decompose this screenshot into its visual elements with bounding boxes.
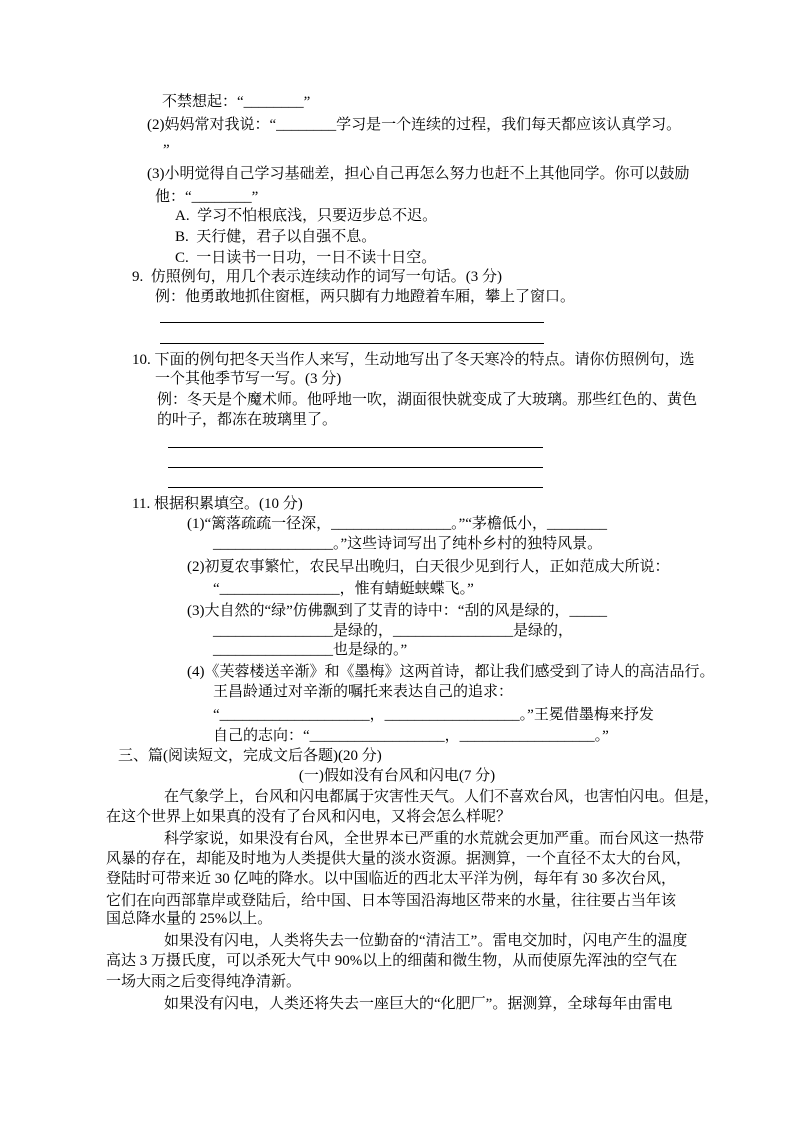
q11-prompt: 11. 根据积累填空。(10 分) — [132, 496, 303, 512]
q8-option-a: A. 学习不怕根底浅，只要迈步总不迟。 — [175, 208, 438, 224]
q10-example-line1: 例：冬天是个魔术师。他呼地一吹，湖面很快就变成了大玻璃。那些红色的、黄色 — [157, 392, 698, 408]
q9-example: 例：他勇敢地抓住窗框，两只脚有力地蹬着车厢，攀上了窗口。 — [155, 289, 576, 305]
q10-example-line2: 的叶子，都冻在玻璃里了。 — [157, 412, 338, 428]
q8-part2-line1: (2)妈妈常对我说：“________学习是一个连续的过程，我们每天都应该认真学习。 — [147, 117, 682, 133]
section3-heading: 三、篇(阅读短文，完成文后各题)(20 分) — [118, 748, 382, 764]
q11-part3-line2: ________________是绿的，________________是绿的， — [213, 623, 574, 639]
q8-option-b: B. 天行健，君子以自强不息。 — [175, 229, 377, 245]
passage-para1-line2: 在这个世界上如果真的没有了台风和闪电，又将会怎么样呢？ — [106, 809, 512, 825]
passage-para4-line1: 如果没有闪电，人类还将失去一座巨大的“化肥厂”。据测算，全球每年由雷电 — [164, 996, 673, 1012]
q10-answer-line-3 — [168, 467, 543, 488]
passage-para2-line3: 登陆时可带来近 30 亿吨的降水。以中国临近的西北太平洋为例，每年有 30 多次台风， — [106, 871, 677, 887]
passage-para1-line1: 在气象学上，台风和闪电都属于灾害性天气。人们不喜欢台风，也害怕闪电。但是， — [164, 789, 720, 805]
passage-para2-line2: 风暴的存在，却能及时地为人类提供大量的淡水资源。据测算，一个直径不太大的台风， — [106, 851, 692, 867]
passage-para2-line1: 科学家说，如果没有台风，全世界本已严重的水荒就会更加严重。而台风这一热带 — [164, 831, 705, 847]
q11-part3-line3: ________________也是绿的。” — [213, 642, 408, 658]
q9-answer-line-2 — [160, 323, 544, 344]
q11-part4-line4: 自己的志向：“__________________，__________________。” — [213, 728, 609, 744]
q11-part2-line2: “________________，惟有蜻蜓蛱蝶飞。” — [213, 581, 474, 597]
q10-answer-line-1 — [168, 427, 543, 448]
passage-title: (一)假如没有台风和闪电(7 分) — [298, 768, 496, 784]
passage-para2-line5: 国总降水量的 25%以上。 — [106, 911, 273, 927]
q8-recall-line: 不禁想起：“________” — [162, 94, 311, 110]
q8-part2-line2: ” — [163, 142, 170, 158]
q9-prompt: 9. 仿照例句，用几个表示连续动作的词写一句话。(3 分) — [132, 269, 502, 285]
q8-option-c: C. 一日读书一日功，一日不读十日空。 — [175, 250, 437, 266]
q10-answer-line-2 — [168, 447, 543, 468]
passage-para2-line4: 它们在向西部靠岸或登陆后，给中国、日本等国沿海地区带来的水量，往往要占当年该 — [106, 893, 677, 909]
q10-prompt-line2: 一个其他季节写一写。(3 分) — [155, 371, 342, 387]
q11-part3-line1: (3)大自然的“绿”仿佛飘到了艾青的诗中：“刮的风是绿的，_____ — [187, 603, 607, 619]
passage-para3-line2: 高达 3 万摄氏度，可以杀死大气中 90%以上的细菌和微生物，从而使原先浑浊的空气在 — [106, 953, 678, 969]
passage-para3-line1: 如果没有闪电，人类将失去一位勤奋的“清洁工”。雷电交加时，闪电产生的温度 — [164, 933, 688, 949]
q11-part2-line1: (2)初夏农事繁忙，农民早出晚归，白天很少见到行人，正如范成大所说： — [187, 559, 670, 575]
passage-para3-line3: 一场大雨之后变得纯净清新。 — [106, 974, 302, 990]
q8-part3-line2: 他：“________” — [155, 189, 259, 205]
q11-part1-line2: ________________。”这些诗词写出了纯朴乡村的独特风景。 — [213, 536, 603, 552]
q10-prompt-line1: 10. 下面的例句把冬天当作人来写，生动地写出了冬天寒冷的特点。请你仿照例句，选 — [132, 352, 695, 368]
q11-part1-line1: (1)“篱落疏疏一径深，________________。”“茅檐低小，________ — [187, 516, 607, 532]
q9-answer-line-1 — [160, 302, 544, 323]
q8-part3-line1: (3)小明觉得自己学习基础差，担心自己再怎么努力也赶不上其他同学。你可以鼓励 — [147, 166, 690, 182]
q11-part4-line2: 王昌龄通过对辛渐的嘱托来表达自己的追求： — [213, 684, 514, 700]
q11-part4-line1: (4)《芙蓉楼送辛渐》和《墨梅》这两首诗，都让我们感受到了诗人的高洁品行。 — [187, 664, 715, 680]
q11-part4-line3: “____________________，__________________。”王冕借墨梅来抒发 — [213, 707, 654, 723]
